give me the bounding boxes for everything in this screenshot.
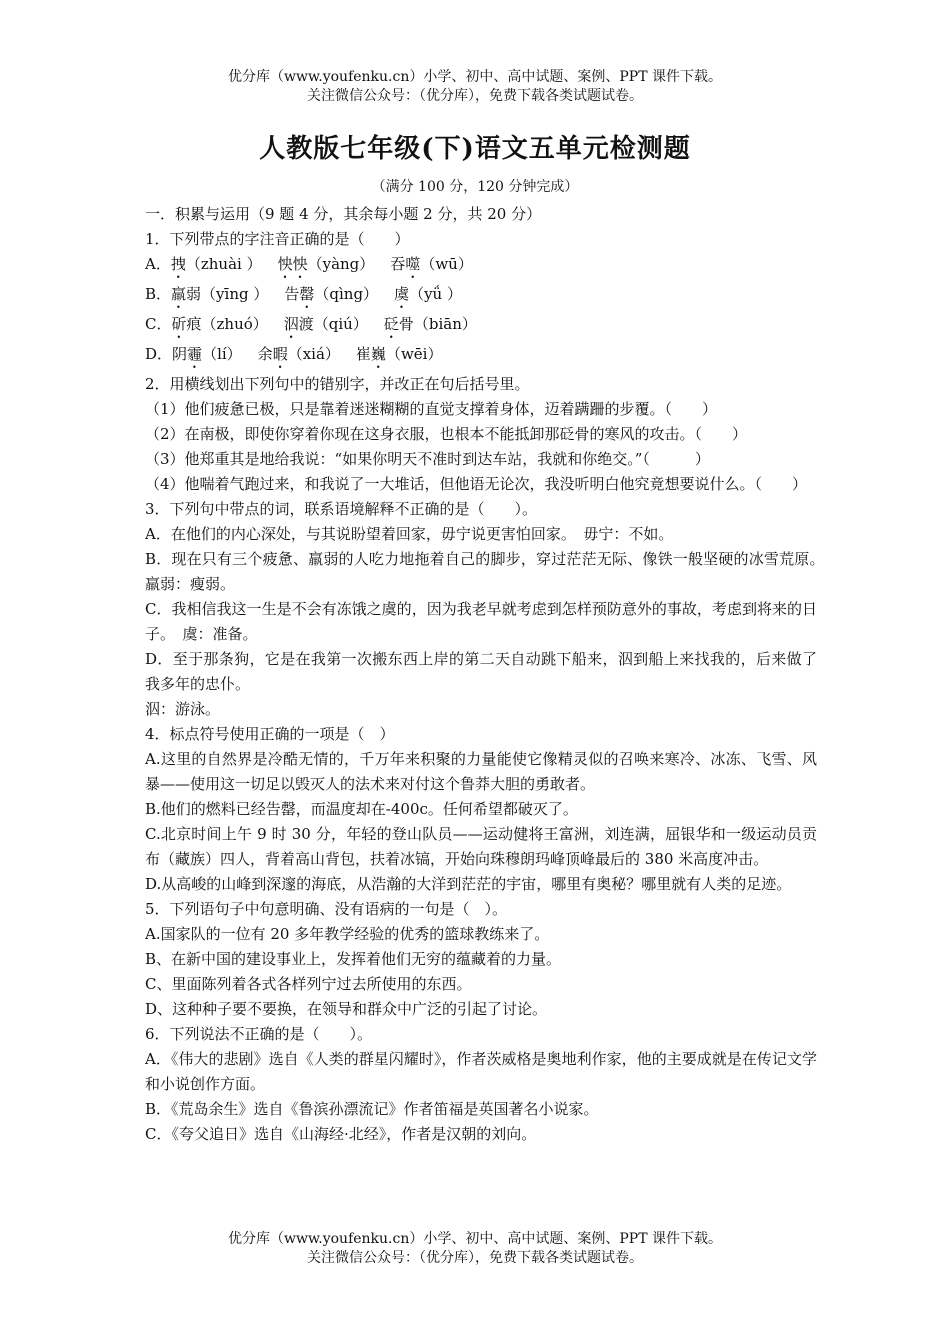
q6-option-a: A．《伟大的悲剧》选自《人类的群星闪耀时》，作者茨威格是奥地利作家，他的主要成就是在传记文学和小说创作方面。 — [145, 1050, 817, 1093]
page-title: 人教版七年级(下)语文五单元检测题 — [259, 134, 691, 164]
q5-option-b: B、在新中国的建设事业上，发挥着他们无穷的蕴藏着的力量。 — [145, 950, 562, 968]
header-line-2: 关注微信公众号：（优分库），免费下载各类试题试卷。 — [307, 88, 643, 104]
q2-sentence-2: （2）在南极，即使你穿着你现在这身衣服，也根本不能抵卸那砭骨的寒风的攻击。（ ） — [145, 425, 748, 443]
q5-option-c: C、里面陈列着各式各样列宁过去所使用的东西。 — [145, 975, 472, 993]
q6-option-c: C．《夸父追日》选自《山海经·北经》，作者是汉朝的刘向。 — [145, 1125, 537, 1143]
q1-option-c: C．斫痕（zhuó） 泅渡（qiú） 砭骨（biān） — [145, 315, 477, 333]
q4-option-d: D.从高峻的山峰到深邃的海底，从浩瀚的大洋到茫茫的宇宙，哪里有奥秘？哪里就有人类的足迹。 — [145, 875, 792, 893]
q4-option-c: C.北京时间上午 9 时 30 分，年轻的登山队员——运动健将王富洲，刘连满，屈银华和一级运动员贡布（藏族）四人，背着高山背包，扶着冰镐，开始向珠穆朗玛峰顶峰最后的 380 米高度冲击。 — [145, 825, 817, 868]
q2-stem: 2．用横线划出下列句中的错别字，并改正在句后括号里。 — [145, 375, 530, 393]
header-line-1: 优分库（www.youfenku.cn）小学、初中、高中试题、案例、PPT 课件下载。 — [227, 69, 722, 85]
q3-stem: 3．下列句中带点的词，联系语境解释不正确的是（ ）。 — [145, 500, 538, 518]
q5-option-a: A.国家队的一位有 20 多年教学经验的优秀的篮球教练来了。 — [145, 925, 550, 943]
q1-option-d: D．阴霾（lí） 余暇（xiá） 崔巍（wēi） — [145, 345, 443, 363]
exam-content — [145, 202, 833, 1147]
q2-sentence-3: （3）他郑重其是地给我说：“如果你明天不准时到达车站，我就和你绝交。”（ ） — [145, 450, 710, 468]
q2-sentence-1: （1）他们疲惫已极，只是靠着迷迷糊糊的直觉支撑着身体，迈着蹒跚的步覆。（ ） — [145, 400, 718, 418]
q6-stem: 6．下列说法不正确的是（ ）。 — [145, 1025, 373, 1043]
q4-stem: 4．标点符号使用正确的一项是（ ） — [145, 725, 395, 743]
q3-option-c: C．我相信我这一生是不会有冻饿之虞的，因为我老早就考虑到怎样预防意外的事故，考虑到将来的日子。 虞：准备。 — [145, 600, 817, 643]
section-heading: 一．积累与运用（9 题 4 分，其余每小题 2 分，共 20 分） — [145, 205, 542, 223]
q4-option-b: B.他们的燃料已经告罄，而温度却在-400c。任何希望都破灭了。 — [145, 800, 578, 818]
q1-stem: 1．下列带点的字注音正确的是（ ） — [145, 230, 410, 248]
q3-option-a: A．在他们的内心深处，与其说盼望着回家，毋宁说更害怕回家。 毋宁：不如。 — [145, 525, 674, 543]
q3-option-b: B．现在只有三个疲惫、羸弱的人吃力地拖着自己的脚步，穿过茫茫无际、像铁一般坚硬的冰雪荒原。 羸弱：瘦弱。 — [145, 550, 833, 593]
q6-option-b: B．《荒岛余生》选自《鲁滨孙漂流记》作者笛福是英国著名小说家。 — [145, 1100, 599, 1118]
footer-line-2: 关注微信公众号：（优分库），免费下载各类试题试卷。 — [307, 1250, 643, 1266]
q1-option-b: B．羸弱（yīng ） 告罄（qìng） 虞（yǘ ） — [145, 285, 462, 303]
q5-option-d: D、这种种子要不要换，在领导和群众中广泛的引起了讨论。 — [145, 1000, 548, 1018]
q5-stem: 5．下列语句子中句意明确、没有语病的一句是（ ）。 — [145, 900, 508, 918]
q1-option-a: A．拽（zhuài ） 怏怏（yàng） 吞噬（wū） — [145, 255, 473, 273]
footer-line-1: 优分库（www.youfenku.cn）小学、初中、高中试题、案例、PPT 课件下载。 — [227, 1231, 722, 1247]
q4-option-a: A.这里的自然界是冷酷无情的，千万年来积聚的力量能使它像精灵似的召唤来寒冷、冰冻、飞雪、风暴——使用这一切足以毁灭人的法术来对付这个鲁莽大胆的勇敢者。 — [145, 750, 817, 793]
q3-option-d: D．至于那条狗，它是在我第一次搬东西上岸的第二天自动跳下船来，泅到船上来找我的，后来做了我多年的忠仆。 — [145, 650, 817, 693]
page-subtitle: （满分 100 分，120 分钟完成） — [371, 179, 579, 195]
q3-option-d-note: 泅：游泳。 — [145, 700, 221, 718]
q2-sentence-4: （4）他喘着气跑过来，和我说了一大堆话，但他语无论次，我没听明白他究竟想要说什么。（ ） — [145, 475, 808, 493]
